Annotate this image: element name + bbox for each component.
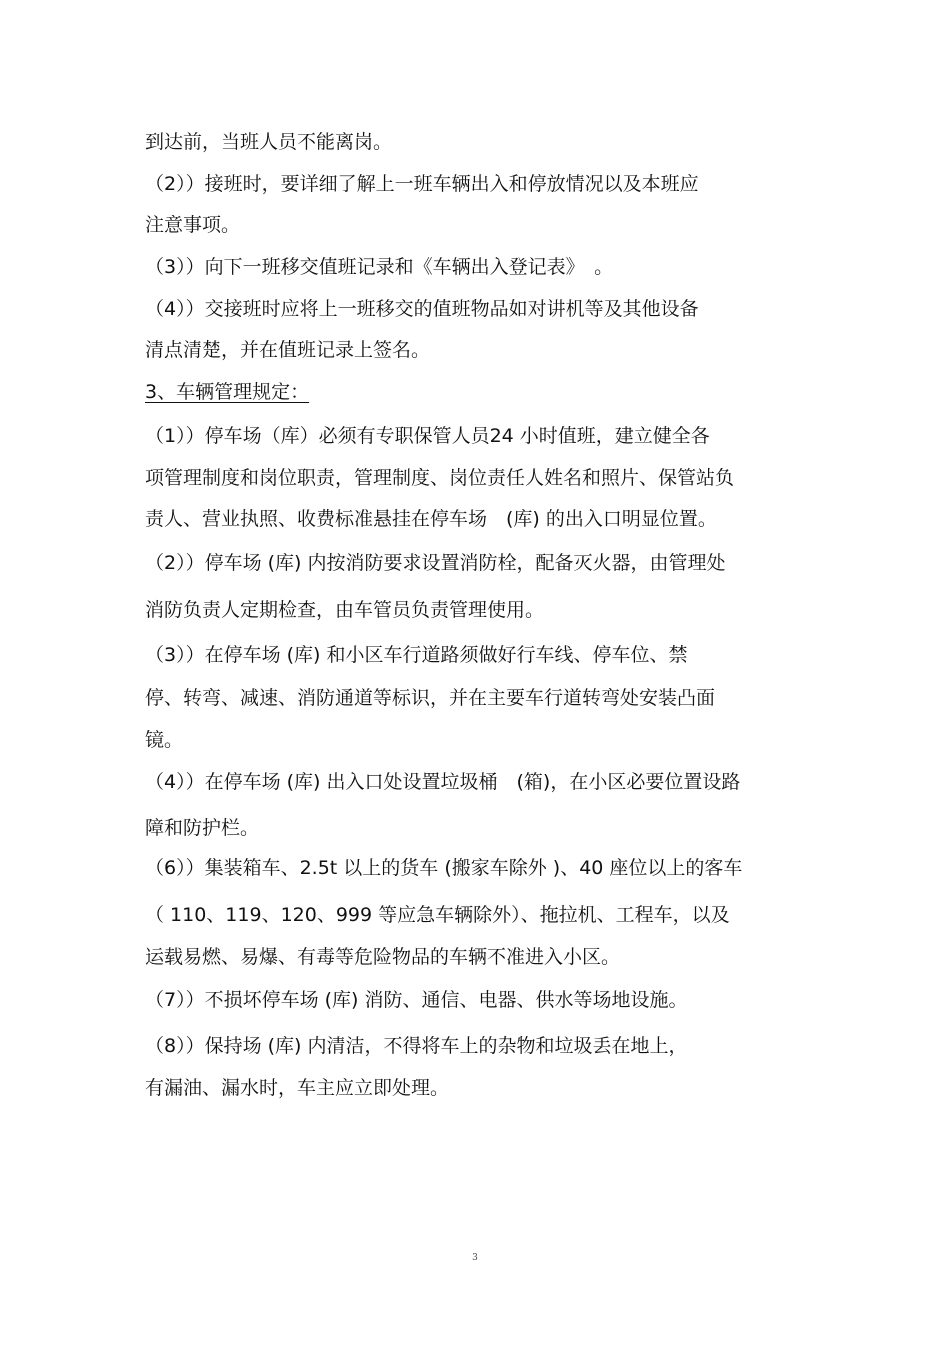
text-line: （7））不损坏停车场 (库) 消防、通信、电器、供水等场地设施。 [145, 989, 688, 1011]
text-line: 有漏油、漏水时，车主应立即处理。 [145, 1077, 450, 1099]
text-line: 障和防护栏。 [145, 817, 260, 839]
text-line: 清点清楚，并在值班记录上签名。 [145, 339, 431, 361]
text-line: （1））停车场（库）必须有专职保管人员24 小时值班，建立健全各 [145, 425, 710, 447]
text-line: （6））集装箱车、2.5t 以上的货车 (搬家车除外 )、40 座位以上的客车 [145, 857, 743, 879]
text-line: （3））在停车场 (库) 和小区车行道路须做好行车线、停车位、禁 [145, 644, 688, 666]
text-line: 镜。 [145, 729, 184, 751]
section-heading: 3、车辆管理规定： [145, 381, 310, 403]
text-line: 注意事项。 [145, 214, 241, 236]
text-line: （2））接班时，要详细了解上一班车辆出入和停放情况以及本班应 [145, 173, 699, 195]
text-line: 运载易燃、易爆、有毒等危险物品的车辆不准进入小区。 [145, 946, 621, 968]
text-line: 项管理制度和岗位职责，管理制度、岗位责任人姓名和照片、保管站负 [145, 467, 735, 489]
text-line: （ 110、119、120、999 等应急车辆除外）、拖拉机、工程车，以及 [145, 904, 730, 926]
text-line: （3））向下一班移交值班记录和《车辆出入登记表》 。 [145, 256, 614, 278]
text-line: （4））交接班时应将上一班移交的值班物品如对讲机等及其他设备 [145, 298, 699, 320]
text-line: （4））在停车场 (库) 出入口处设置垃圾桶 (箱)，在小区必要位置设路 [145, 771, 741, 793]
text-line: 停、转弯、减速、消防通道等标识，并在主要车行道转弯处安装凸面 [145, 687, 716, 709]
text-line: 责人、营业执照、收费标准悬挂在停车场 (库) 的出入口明显位置。 [145, 508, 717, 530]
page-number: 3 [472, 1253, 478, 1263]
text-line: （8））保持场 (库) 内清洁，不得将车上的杂物和垃圾丢在地上， [145, 1035, 688, 1057]
text-line: 到达前，当班人员不能离岗。 [145, 131, 393, 153]
text-line: （2））停车场 (库) 内按消防要求设置消防栓，配备灭火器，由管理处 [145, 552, 726, 574]
text-line: 消防负责人定期检查，由车管员负责管理使用。 [145, 599, 545, 621]
